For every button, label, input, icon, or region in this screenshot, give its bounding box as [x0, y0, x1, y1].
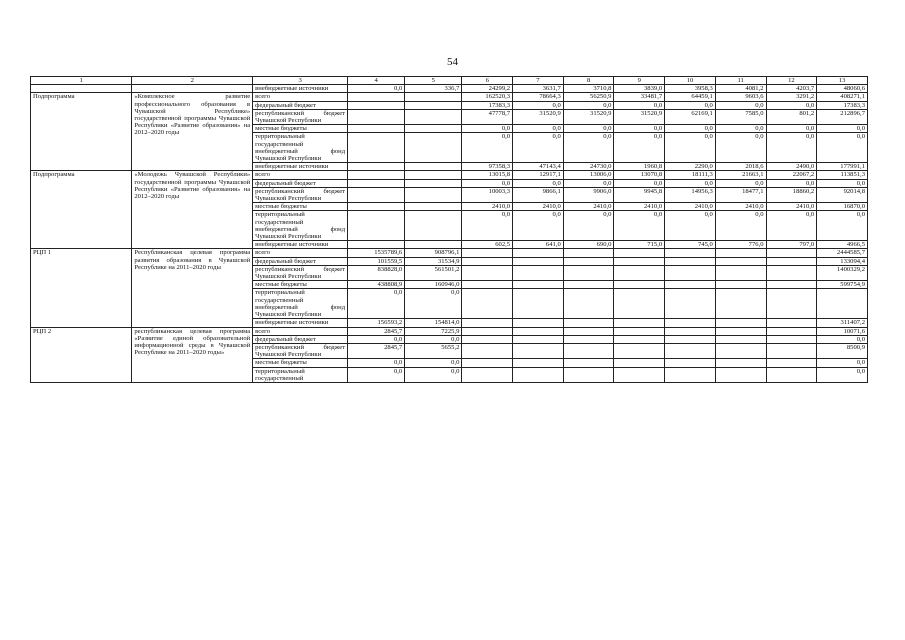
value-cell-col-9: 715,0 — [614, 241, 665, 249]
value-cell-col-4 — [348, 187, 405, 202]
value-cell-col-4: 1535789,6 — [348, 249, 405, 257]
value-cell-col-10: 2290,0 — [665, 163, 716, 171]
header-cell-4: 4 — [348, 77, 405, 85]
value-cell-col-8: 0,0 — [563, 179, 614, 187]
value-cell-col-13: 10071,6 — [817, 327, 868, 335]
funding-source-cell: федеральный бюджет — [253, 335, 348, 343]
funding-source-cell: местные бюджеты — [253, 203, 348, 211]
value-cell-col-5: 5655,2 — [405, 343, 462, 358]
program-name-cell: «Комплексное развитие профессионального образования в Чувашской Республике» государственной программы Чувашской Республики «Развитие образования» на 2012–2020 годы — [132, 93, 253, 171]
funding-source-cell: местные бюджеты — [253, 359, 348, 367]
value-cell-col-6 — [462, 359, 513, 367]
value-cell-col-9: 1960,8 — [614, 163, 665, 171]
value-cell-col-4 — [348, 241, 405, 249]
value-cell-col-10: 0,0 — [665, 133, 716, 163]
value-cell-col-8: 0,0 — [563, 125, 614, 133]
value-cell-col-5 — [405, 109, 462, 124]
value-cell-col-5: 0,0 — [405, 289, 462, 319]
header-cell-5: 5 — [405, 77, 462, 85]
value-cell-col-12 — [766, 265, 817, 280]
value-cell-col-10 — [665, 265, 716, 280]
value-cell-col-8 — [563, 249, 614, 257]
value-cell-col-10: 745,0 — [665, 241, 716, 249]
program-name-cell: Республиканская целевая программа развития образования в Чувашской Республике на 2011–2020 годы — [132, 249, 253, 327]
value-cell-col-6: 13015,8 — [462, 171, 513, 179]
value-cell-col-5 — [405, 241, 462, 249]
value-cell-col-5: 561501,2 — [405, 265, 462, 280]
value-cell-col-9 — [614, 289, 665, 319]
value-cell-col-4 — [348, 133, 405, 163]
value-cell-col-4 — [348, 203, 405, 211]
value-cell-col-9 — [614, 343, 665, 358]
value-cell-col-13: 0,0 — [817, 211, 868, 241]
table-row — [31, 93, 868, 101]
value-cell-col-5: 336,7 — [405, 85, 462, 93]
value-cell-col-13: 92014,8 — [817, 187, 868, 202]
value-cell-col-7: 0,0 — [513, 125, 564, 133]
value-cell-col-13: 113851,3 — [817, 171, 868, 179]
value-cell-col-11: 0,0 — [715, 179, 766, 187]
budget-table — [30, 76, 868, 383]
value-cell-col-11 — [715, 257, 766, 265]
value-cell-col-13: 1400329,2 — [817, 265, 868, 280]
funding-source-cell: всего — [253, 327, 348, 335]
value-cell-col-7 — [513, 343, 564, 358]
value-cell-col-6: 47778,7 — [462, 109, 513, 124]
header-cell-13: 13 — [817, 77, 868, 85]
value-cell-col-8: 0,0 — [563, 101, 614, 109]
value-cell-col-12: 2410,0 — [766, 203, 817, 211]
value-cell-col-9 — [614, 359, 665, 367]
value-cell-col-13: 599754,9 — [817, 281, 868, 289]
value-cell-col-4: 2845,7 — [348, 343, 405, 358]
funding-source-cell: республиканский бюджет Чувашской Республики — [253, 265, 348, 280]
table-row — [31, 327, 868, 335]
value-cell-col-9 — [614, 335, 665, 343]
value-cell-col-11: 4081,2 — [715, 85, 766, 93]
value-cell-col-8 — [563, 367, 614, 382]
value-cell-col-13: 0,0 — [817, 179, 868, 187]
value-cell-col-11 — [715, 289, 766, 319]
value-cell-col-7 — [513, 289, 564, 319]
header-cell-10: 10 — [665, 77, 716, 85]
value-cell-col-5 — [405, 171, 462, 179]
value-cell-col-12: 22067,2 — [766, 171, 817, 179]
value-cell-col-10 — [665, 289, 716, 319]
value-cell-col-6 — [462, 249, 513, 257]
program-name-cell: «Молодежь Чувашской Республики» государственной программы Чувашской Республики «Развитие образования» на 2012–2020 годы — [132, 171, 253, 249]
value-cell-col-4: 0,0 — [348, 85, 405, 93]
value-cell-col-6: 0,0 — [462, 179, 513, 187]
funding-source-cell: местные бюджеты — [253, 125, 348, 133]
value-cell-col-4 — [348, 109, 405, 124]
value-cell-col-10 — [665, 281, 716, 289]
funding-source-cell: территориальный государственный — [253, 367, 348, 382]
value-cell-col-11: 2018,6 — [715, 163, 766, 171]
funding-source-cell: внебюджетные источники — [253, 85, 348, 93]
value-cell-col-9: 0,0 — [614, 133, 665, 163]
value-cell-col-12 — [766, 257, 817, 265]
value-cell-col-9 — [614, 249, 665, 257]
value-cell-col-12 — [766, 335, 817, 343]
value-cell-col-13: 2444585,7 — [817, 249, 868, 257]
value-cell-col-10 — [665, 367, 716, 382]
value-cell-col-8: 3710,8 — [563, 85, 614, 93]
value-cell-col-7: 78664,3 — [513, 93, 564, 101]
value-cell-col-5: 154814,0 — [405, 319, 462, 327]
value-cell-col-7 — [513, 249, 564, 257]
value-cell-col-12: 0,0 — [766, 133, 817, 163]
table-row — [31, 171, 868, 179]
value-cell-col-4: 0,0 — [348, 359, 405, 367]
value-cell-col-5 — [405, 133, 462, 163]
value-cell-col-9: 0,0 — [614, 211, 665, 241]
value-cell-col-10 — [665, 327, 716, 335]
value-cell-col-6 — [462, 343, 513, 358]
value-cell-col-8: 690,0 — [563, 241, 614, 249]
value-cell-col-4: 156593,2 — [348, 319, 405, 327]
value-cell-col-11 — [715, 281, 766, 289]
value-cell-col-5 — [405, 179, 462, 187]
value-cell-col-8: 0,0 — [563, 133, 614, 163]
value-cell-col-7 — [513, 257, 564, 265]
program-type-cell: Подпрограмма — [31, 93, 132, 171]
value-cell-col-4 — [348, 179, 405, 187]
value-cell-col-5: 908796,1 — [405, 249, 462, 257]
value-cell-col-7: 0,0 — [513, 101, 564, 109]
header-row — [31, 77, 868, 85]
value-cell-col-10: 14956,3 — [665, 187, 716, 202]
value-cell-col-12 — [766, 343, 817, 358]
value-cell-col-9: 31520,9 — [614, 109, 665, 124]
value-cell-col-10 — [665, 335, 716, 343]
header-cell-2: 2 — [132, 77, 253, 85]
value-cell-col-13: 408271,1 — [817, 93, 868, 101]
value-cell-col-13: 177991,1 — [817, 163, 868, 171]
value-cell-col-9 — [614, 281, 665, 289]
value-cell-col-6: 2410,0 — [462, 203, 513, 211]
value-cell-col-13: 4966,5 — [817, 241, 868, 249]
value-cell-col-6: 0,0 — [462, 125, 513, 133]
value-cell-col-5 — [405, 203, 462, 211]
header-cell-12: 12 — [766, 77, 817, 85]
funding-source-cell: территориальный государственный внебюджетный фонд Чувашской Республики — [253, 211, 348, 241]
value-cell-col-11 — [715, 249, 766, 257]
value-cell-col-7 — [513, 319, 564, 327]
value-cell-col-7: 2410,0 — [513, 203, 564, 211]
value-cell-col-6 — [462, 265, 513, 280]
value-cell-col-6 — [462, 257, 513, 265]
value-cell-col-4: 0,0 — [348, 367, 405, 382]
value-cell-col-13 — [817, 289, 868, 319]
header-cell-9: 9 — [614, 77, 665, 85]
value-cell-col-13: 0,0 — [817, 133, 868, 163]
value-cell-col-8: 24730,0 — [563, 163, 614, 171]
value-cell-col-5: 7225,9 — [405, 327, 462, 335]
value-cell-col-9: 2410,0 — [614, 203, 665, 211]
value-cell-col-11: 18477,1 — [715, 187, 766, 202]
funding-source-cell: республиканский бюджет Чувашской Республики — [253, 187, 348, 202]
value-cell-col-12 — [766, 281, 817, 289]
value-cell-col-5 — [405, 125, 462, 133]
value-cell-col-8: 0,0 — [563, 211, 614, 241]
value-cell-col-9 — [614, 257, 665, 265]
value-cell-col-11: 0,0 — [715, 125, 766, 133]
value-cell-col-5: 0,0 — [405, 367, 462, 382]
value-cell-col-5 — [405, 211, 462, 241]
value-cell-col-7 — [513, 281, 564, 289]
value-cell-col-8 — [563, 281, 614, 289]
value-cell-col-13: 0,0 — [817, 367, 868, 382]
funding-source-cell: внебюджетные источники — [253, 319, 348, 327]
value-cell-col-7 — [513, 367, 564, 382]
value-cell-col-9: 0,0 — [614, 179, 665, 187]
value-cell-col-6: 0,0 — [462, 211, 513, 241]
value-cell-col-5 — [405, 101, 462, 109]
value-cell-col-9 — [614, 265, 665, 280]
funding-source-cell: территориальный государственный внебюджетный фонд Чувашской Республики — [253, 289, 348, 319]
value-cell-col-7: 0,0 — [513, 211, 564, 241]
value-cell-col-11: 21663,1 — [715, 171, 766, 179]
value-cell-col-13: 133094,4 — [817, 257, 868, 265]
value-cell-col-13: 8500,9 — [817, 343, 868, 358]
value-cell-col-11: 776,0 — [715, 241, 766, 249]
value-cell-col-4 — [348, 93, 405, 101]
value-cell-col-4: 0,0 — [348, 289, 405, 319]
value-cell-col-12: 0,0 — [766, 125, 817, 133]
value-cell-col-13: 48060,6 — [817, 85, 868, 93]
value-cell-col-9: 9945,8 — [614, 187, 665, 202]
funding-source-cell: федеральный бюджет — [253, 101, 348, 109]
funding-source-cell: республиканский бюджет Чувашской Республики — [253, 343, 348, 358]
page-number: 54 — [447, 56, 458, 68]
value-cell-col-13: 0,0 — [817, 359, 868, 367]
value-cell-col-9: 33481,7 — [614, 93, 665, 101]
value-cell-col-5: 160946,0 — [405, 281, 462, 289]
value-cell-col-11 — [715, 319, 766, 327]
value-cell-col-11: 9603,6 — [715, 93, 766, 101]
value-cell-col-11 — [715, 367, 766, 382]
value-cell-col-12: 797,0 — [766, 241, 817, 249]
value-cell-col-10 — [665, 249, 716, 257]
value-cell-col-12 — [766, 367, 817, 382]
value-cell-col-7: 641,0 — [513, 241, 564, 249]
value-cell-col-10: 0,0 — [665, 179, 716, 187]
value-cell-col-11: 2410,0 — [715, 203, 766, 211]
header-cell-8: 8 — [563, 77, 614, 85]
funding-source-cell: внебюджетные источники — [253, 241, 348, 249]
value-cell-col-5: 0,0 — [405, 359, 462, 367]
value-cell-col-4: 0,0 — [348, 335, 405, 343]
value-cell-col-4 — [348, 101, 405, 109]
value-cell-col-8 — [563, 265, 614, 280]
value-cell-col-12: 0,0 — [766, 179, 817, 187]
value-cell-col-12: 4203,7 — [766, 85, 817, 93]
value-cell-col-6: 602,5 — [462, 241, 513, 249]
value-cell-col-9 — [614, 327, 665, 335]
funding-source-cell: федеральный бюджет — [253, 179, 348, 187]
value-cell-col-8 — [563, 343, 614, 358]
value-cell-col-12 — [766, 327, 817, 335]
value-cell-col-10 — [665, 319, 716, 327]
value-cell-col-8 — [563, 257, 614, 265]
value-cell-col-10 — [665, 257, 716, 265]
value-cell-col-11: 7585,0 — [715, 109, 766, 124]
value-cell-col-7: 47143,4 — [513, 163, 564, 171]
header-cell-11: 11 — [715, 77, 766, 85]
value-cell-col-13: 212896,7 — [817, 109, 868, 124]
value-cell-col-12 — [766, 289, 817, 319]
program-type-cell: РЦП 1 — [31, 249, 132, 327]
value-cell-col-8: 31520,9 — [563, 109, 614, 124]
value-cell-col-13: 0,0 — [817, 335, 868, 343]
program-type-cell — [31, 85, 132, 93]
value-cell-col-7: 3631,7 — [513, 85, 564, 93]
value-cell-col-12: 0,0 — [766, 101, 817, 109]
value-cell-col-4 — [348, 163, 405, 171]
funding-source-cell: территориальный государственный внебюджетный фонд Чувашской Республики — [253, 133, 348, 163]
funding-source-cell: местные бюджеты — [253, 281, 348, 289]
value-cell-col-5 — [405, 187, 462, 202]
funding-source-cell: всего — [253, 249, 348, 257]
value-cell-col-9 — [614, 319, 665, 327]
value-cell-col-7: 31520,9 — [513, 109, 564, 124]
value-cell-col-8 — [563, 289, 614, 319]
value-cell-col-7: 12917,1 — [513, 171, 564, 179]
value-cell-col-6: 24299,2 — [462, 85, 513, 93]
value-cell-col-12 — [766, 249, 817, 257]
value-cell-col-8: 9906,0 — [563, 187, 614, 202]
program-type-cell: РЦП 2 — [31, 327, 132, 382]
value-cell-col-8: 13006,0 — [563, 171, 614, 179]
value-cell-col-8 — [563, 359, 614, 367]
value-cell-col-13: 17383,3 — [817, 101, 868, 109]
value-cell-col-6 — [462, 281, 513, 289]
value-cell-col-6 — [462, 289, 513, 319]
program-name-cell — [132, 85, 253, 93]
header-cell-6: 6 — [462, 77, 513, 85]
value-cell-col-11: 0,0 — [715, 101, 766, 109]
value-cell-col-6: 0,0 — [462, 133, 513, 163]
value-cell-col-8: 56250,9 — [563, 93, 614, 101]
value-cell-col-10: 2410,0 — [665, 203, 716, 211]
value-cell-col-9: 0,0 — [614, 125, 665, 133]
funding-source-cell: республиканский бюджет Чувашской Республики — [253, 109, 348, 124]
value-cell-col-10: 0,0 — [665, 101, 716, 109]
value-cell-col-11 — [715, 265, 766, 280]
value-cell-col-4: 838828,0 — [348, 265, 405, 280]
value-cell-col-9: 3839,0 — [614, 85, 665, 93]
value-cell-col-13: 0,0 — [817, 125, 868, 133]
funding-source-cell: внебюджетные источники — [253, 163, 348, 171]
value-cell-col-4: 2845,7 — [348, 327, 405, 335]
value-cell-col-7: 0,0 — [513, 133, 564, 163]
value-cell-col-12: 801,2 — [766, 109, 817, 124]
value-cell-col-7: 0,0 — [513, 179, 564, 187]
value-cell-col-4 — [348, 125, 405, 133]
value-cell-col-13: 16870,0 — [817, 203, 868, 211]
header-cell-3: 3 — [253, 77, 348, 85]
value-cell-col-11: 0,0 — [715, 211, 766, 241]
value-cell-col-9: 13070,8 — [614, 171, 665, 179]
value-cell-col-6: 97358,3 — [462, 163, 513, 171]
program-name-cell: республиканская целевая программа «Развитие единой образовательной информационной среды в Чувашской Республике на 2011–2020 годы» — [132, 327, 253, 382]
value-cell-col-10: 3958,3 — [665, 85, 716, 93]
header-cell-1: 1 — [31, 77, 132, 85]
value-cell-col-11 — [715, 335, 766, 343]
value-cell-col-12 — [766, 319, 817, 327]
funding-source-cell: всего — [253, 171, 348, 179]
value-cell-col-10: 18111,3 — [665, 171, 716, 179]
value-cell-col-10: 62169,1 — [665, 109, 716, 124]
value-cell-col-5: 31534,9 — [405, 257, 462, 265]
value-cell-col-4 — [348, 171, 405, 179]
value-cell-col-10: 64459,1 — [665, 93, 716, 101]
value-cell-col-11: 0,0 — [715, 133, 766, 163]
value-cell-col-8: 2410,0 — [563, 203, 614, 211]
value-cell-col-6 — [462, 367, 513, 382]
value-cell-col-9 — [614, 367, 665, 382]
value-cell-col-7 — [513, 327, 564, 335]
value-cell-col-4: 438808,9 — [348, 281, 405, 289]
value-cell-col-8 — [563, 335, 614, 343]
value-cell-col-10: 0,0 — [665, 125, 716, 133]
value-cell-col-12: 0,0 — [766, 211, 817, 241]
value-cell-col-5 — [405, 93, 462, 101]
funding-source-cell: всего — [253, 93, 348, 101]
value-cell-col-7 — [513, 335, 564, 343]
header-cell-7: 7 — [513, 77, 564, 85]
value-cell-col-10: 0,0 — [665, 211, 716, 241]
value-cell-col-6 — [462, 319, 513, 327]
value-cell-col-6: 162520,3 — [462, 93, 513, 101]
value-cell-col-4: 101559,5 — [348, 257, 405, 265]
value-cell-col-8 — [563, 319, 614, 327]
value-cell-col-9: 0,0 — [614, 101, 665, 109]
value-cell-col-12 — [766, 359, 817, 367]
table-row — [31, 85, 868, 93]
value-cell-col-4 — [348, 211, 405, 241]
value-cell-col-13: 311407,2 — [817, 319, 868, 327]
value-cell-col-12: 2490,0 — [766, 163, 817, 171]
value-cell-col-7 — [513, 359, 564, 367]
value-cell-col-5 — [405, 163, 462, 171]
value-cell-col-12: 18860,2 — [766, 187, 817, 202]
value-cell-col-11 — [715, 343, 766, 358]
value-cell-col-6: 17383,3 — [462, 101, 513, 109]
program-type-cell: Подпрограмма — [31, 171, 132, 249]
value-cell-col-12: 3291,2 — [766, 93, 817, 101]
value-cell-col-7: 9866,1 — [513, 187, 564, 202]
value-cell-col-6 — [462, 327, 513, 335]
value-cell-col-10 — [665, 343, 716, 358]
value-cell-col-11 — [715, 359, 766, 367]
value-cell-col-11 — [715, 327, 766, 335]
table-row — [31, 249, 868, 257]
value-cell-col-6: 10003,3 — [462, 187, 513, 202]
value-cell-col-8 — [563, 327, 614, 335]
value-cell-col-5: 0,0 — [405, 335, 462, 343]
value-cell-col-10 — [665, 359, 716, 367]
value-cell-col-6 — [462, 335, 513, 343]
value-cell-col-7 — [513, 265, 564, 280]
funding-source-cell: федеральный бюджет — [253, 257, 348, 265]
